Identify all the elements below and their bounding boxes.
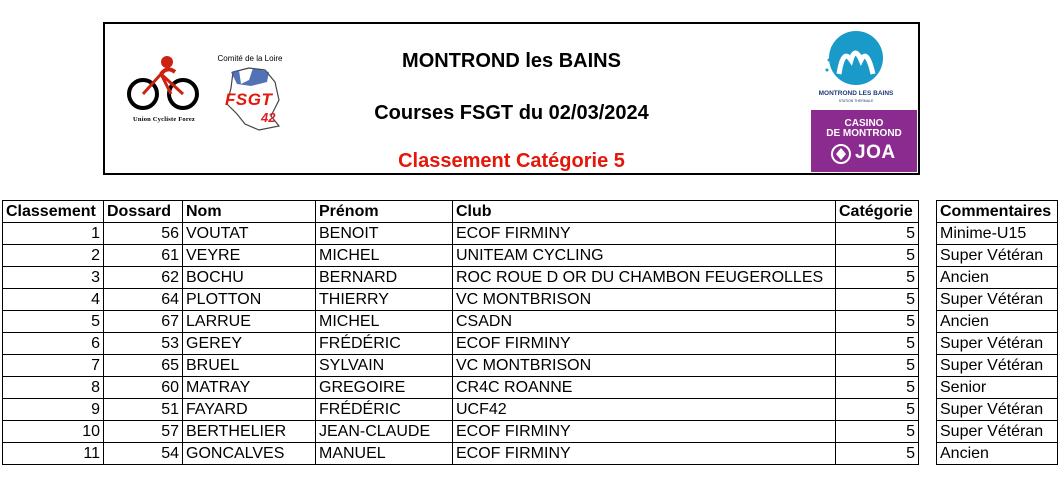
col-header-nom: Nom: [183, 201, 316, 223]
table-row: [3, 223, 919, 245]
cell-prenom: JEAN-CLAUDE: [316, 421, 453, 443]
fsgt-committee-text: Comité de la Loire: [217, 54, 283, 63]
cell-club: UCF42: [453, 399, 836, 421]
cell-nom: MATRAY: [183, 377, 316, 399]
cell-dossard: 57: [104, 421, 183, 443]
fsgt-dept-number: 42: [261, 110, 276, 125]
comment-row: [937, 443, 1058, 465]
cell-commentaire: Ancien: [937, 443, 1058, 465]
comments-header-row: [937, 201, 1058, 223]
table-row: [3, 267, 919, 289]
cell-dossard: 56: [104, 223, 183, 245]
cell-prenom: FRÉDÉRIC: [316, 399, 453, 421]
cell-dossard: 62: [104, 267, 183, 289]
cell-categorie: 5: [836, 223, 919, 245]
cell-prenom: SYLVAIN: [316, 355, 453, 377]
cell-prenom: FRÉDÉRIC: [316, 333, 453, 355]
cell-club: ECOF FIRMINY: [453, 421, 836, 443]
cell-classement: 4: [3, 289, 104, 311]
cell-classement: 6: [3, 333, 104, 355]
montrond-emblem-icon: [811, 30, 901, 90]
table-row: [3, 311, 919, 333]
casino-line2: DE MONTROND: [826, 128, 902, 139]
montrond-logo: [811, 30, 901, 106]
ucf-logo-text: Union Cycliste Forez: [132, 116, 195, 123]
cell-nom: PLOTTON: [183, 289, 316, 311]
cell-dossard: 60: [104, 377, 183, 399]
cell-prenom: BENOIT: [316, 223, 453, 245]
cell-club: ROC ROUE D OR DU CHAMBON FEUGEROLLES: [453, 267, 836, 289]
cell-categorie: 5: [836, 443, 919, 465]
comment-row: [937, 421, 1058, 443]
cell-commentaire: Super Vétéran: [937, 355, 1058, 377]
cell-nom: BRUEL: [183, 355, 316, 377]
col-header-classement: Classement: [3, 201, 104, 223]
comment-row: [937, 333, 1058, 355]
cell-commentaire: Ancien: [937, 267, 1058, 289]
comments-body: [937, 223, 1058, 465]
cell-commentaire: Ancien: [937, 311, 1058, 333]
cell-nom: VEYRE: [183, 245, 316, 267]
cell-classement: 1: [3, 223, 104, 245]
montrond-logo-text: MONTROND LES BAINS: [818, 90, 894, 97]
table-row: [3, 377, 919, 399]
cell-nom: BERTHELIER: [183, 421, 316, 443]
comments-table: [936, 200, 1058, 465]
casino-diamond-icon: [831, 144, 851, 164]
table-row: [3, 421, 919, 443]
cell-commentaire: Super Vétéran: [937, 333, 1058, 355]
cell-dossard: 61: [104, 245, 183, 267]
cell-club: ECOF FIRMINY: [453, 443, 836, 465]
cell-commentaire: Super Vétéran: [937, 399, 1058, 421]
col-header-categorie: Catégorie: [836, 201, 919, 223]
cell-club: VC MONTBRISON: [453, 355, 836, 377]
cell-categorie: 5: [836, 333, 919, 355]
cell-categorie: 5: [836, 355, 919, 377]
cell-nom: FAYARD: [183, 399, 316, 421]
classement-title: Classement Catégorie 5: [398, 150, 625, 172]
cell-dossard: 53: [104, 333, 183, 355]
cell-classement: 2: [3, 245, 104, 267]
cell-prenom: GREGOIRE: [316, 377, 453, 399]
cell-categorie: 5: [836, 421, 919, 443]
comment-row: [937, 311, 1058, 333]
table-row: [3, 289, 919, 311]
cell-club: UNITEAM CYCLING: [453, 245, 836, 267]
table-row: [3, 399, 919, 421]
comment-row: [937, 377, 1058, 399]
cell-classement: 5: [3, 311, 104, 333]
cell-categorie: 5: [836, 377, 919, 399]
cell-club: ECOF FIRMINY: [453, 333, 836, 355]
table-row: [3, 245, 919, 267]
comment-row: [937, 355, 1058, 377]
cell-categorie: 5: [836, 267, 919, 289]
cell-commentaire: Senior: [937, 377, 1058, 399]
results-table: [2, 200, 919, 465]
cell-commentaire: Super Vétéran: [937, 289, 1058, 311]
montrond-logo-subtext: STATION THERMALE: [838, 99, 874, 103]
cell-categorie: 5: [836, 245, 919, 267]
cell-prenom: THIERRY: [316, 289, 453, 311]
fsgt-word: FSGT: [225, 90, 273, 109]
cell-dossard: 51: [104, 399, 183, 421]
cell-club: CSADN: [453, 311, 836, 333]
cell-dossard: 65: [104, 355, 183, 377]
table-row: [3, 333, 919, 355]
cell-categorie: 5: [836, 289, 919, 311]
cell-classement: 3: [3, 267, 104, 289]
cell-dossard: 67: [104, 311, 183, 333]
cell-prenom: MICHEL: [316, 245, 453, 267]
event-date-title: Courses FSGT du 02/03/2024: [374, 102, 649, 124]
comment-row: [937, 267, 1058, 289]
header-banner: [103, 22, 920, 175]
cell-categorie: 5: [836, 311, 919, 333]
col-header-dossard: Dossard: [104, 201, 183, 223]
cell-dossard: 54: [104, 443, 183, 465]
cell-nom: GEREY: [183, 333, 316, 355]
table-row: [3, 355, 919, 377]
casino-brand: JOA: [855, 142, 896, 163]
cell-prenom: MANUEL: [316, 443, 453, 465]
cell-nom: LARRUE: [183, 311, 316, 333]
col-header-prenom: Prénom: [316, 201, 453, 223]
comment-row: [937, 289, 1058, 311]
cell-commentaire: Minime-U15: [937, 223, 1058, 245]
cell-categorie: 5: [836, 399, 919, 421]
cell-prenom: BERNARD: [316, 267, 453, 289]
cell-nom: VOUTAT: [183, 223, 316, 245]
cell-classement: 10: [3, 421, 104, 443]
cell-club: CR4C ROANNE: [453, 377, 836, 399]
cell-commentaire: Super Vétéran: [937, 421, 1058, 443]
event-location-title: MONTROND les BAINS: [402, 50, 621, 72]
cell-nom: BOCHU: [183, 267, 316, 289]
results-body: [3, 223, 919, 465]
table-row: [3, 443, 919, 465]
results-header-row: [3, 201, 919, 223]
cell-classement: 11: [3, 443, 104, 465]
cell-nom: GONCALVES: [183, 443, 316, 465]
casino-line1: CASINO: [844, 118, 884, 129]
comment-row: [937, 399, 1058, 421]
cell-club: VC MONTBRISON: [453, 289, 836, 311]
cell-dossard: 64: [104, 289, 183, 311]
cell-classement: 9: [3, 399, 104, 421]
cell-commentaire: Super Vétéran: [937, 245, 1058, 267]
col-header-commentaires: Commentaires: [937, 201, 1058, 223]
comment-row: [937, 223, 1058, 245]
cell-classement: 8: [3, 377, 104, 399]
casino-joa-logo: [811, 110, 917, 172]
cell-classement: 7: [3, 355, 104, 377]
cell-prenom: MICHEL: [316, 311, 453, 333]
col-header-club: Club: [453, 201, 836, 223]
comment-row: [937, 245, 1058, 267]
cell-club: ECOF FIRMINY: [453, 223, 836, 245]
